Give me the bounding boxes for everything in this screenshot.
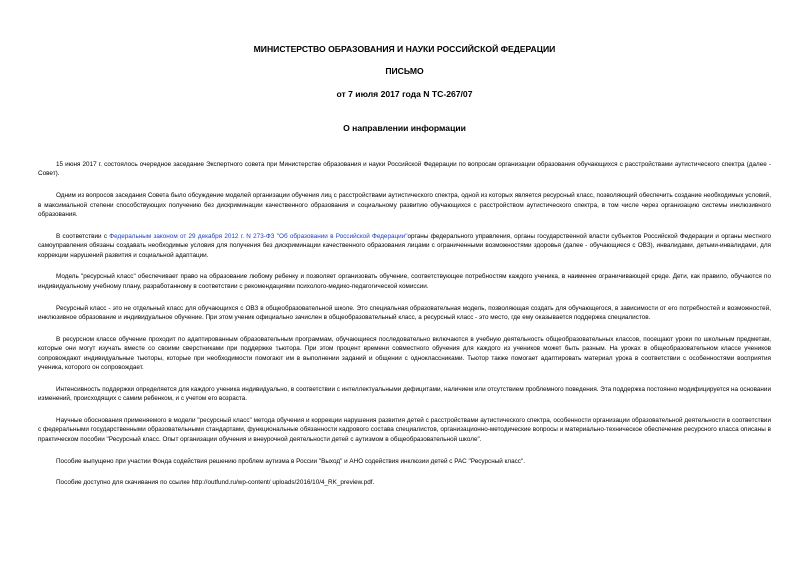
subject-heading: О направлении информации xyxy=(343,123,466,133)
federal-law-link[interactable]: Федеральным законом от 29 декабря 2012 г. N 273-ФЗ xyxy=(109,232,275,240)
paragraph-adapted-programs: В ресурсном классе обучение проходит по адаптированным образовательным программам, обучающиеся последовательно включаются в учебную деятельность общеобразовательных классов, посещают уроки по школьным предметам, которые они могут изучать вместе со своими сверстниками при поддержке тьютора. При этом процент времени совместного обучения для каждого из учеников может быть разным. На уроках в общеобразовательном классе учеников сопровождают индивидуальные тьюторы, которые при необходимости помогают им в выполнении заданий и общении с одноклассниками. Тьютор также помогает адаптировать материал урока в соответствии с особенностями восприятия ученика, которого он сопровождает. xyxy=(38,335,771,372)
ministry-heading: МИНИСТЕРСТВО ОБРАЗОВАНИЯ И НАУКИ РОССИЙСКОЙ ФЕДЕРАЦИИ xyxy=(253,44,556,54)
paragraph-federal-law xyxy=(38,232,771,260)
law-text-after: органы федерального управления, органы государственной власти субъектов Российской Федерации и органы местного самоуправления обязаны создавать необходимые условия для получения без дискриминации качественного образования лицами с ограниченными возможностями здоровья (далее - обучающиеся с ОВЗ), инвалидами, детьми-инвалидами, для коррекции нарушений развития и социальной адаптации. xyxy=(38,232,772,259)
paragraph-manual-publishers: Пособие выпущено при участии Фонда содействия решению проблем аутизма в России "Выход" и АНО содействия инклюзии детей с РАС "Ресурсный класс". xyxy=(56,457,525,465)
paragraph-download-link: Пособие доступно для скачивания по ссылке http://outfund.ru/wp-content/ uploads/2016/10/4_RK_preview.pdf. xyxy=(56,479,375,487)
paragraph-resource-class-definition: Ресурсный класс - это не отдельный класс для обучающихся с ОВЗ в общеобразовательной школе. Это специальная образовательная модель, позволяющая создать для обучающегося, в зависимости от его потребностей и возможностей, инклюзивное образование и индивидуальное обучение. При этом ученик официально зачислен в общеобразовательный класс, а ресурсный класс - это место, где ему оказывается поддержка специалистов. xyxy=(38,304,771,322)
paragraph-support-intensity: Интенсивность поддержки определяется для каждого ученика индивидуально, в соответствии с интеллектуальными дефицитами, наличием или отсутствием проблемного поведения. Эта поддержка постоянно модифицируется на основании изменений, происходящих с самим ребенком, и с учетом его возраста. xyxy=(38,385,771,403)
date-number-heading: от 7 июля 2017 года N ТС-267/07 xyxy=(336,89,473,99)
paragraph-council-discussion: Одним из вопросов заседания Совета было обсуждение моделей организации обучения лиц с расстройствами аутистического спектра, одной из которых является ресурсный класс, позволяющий обеспечить создание необходимых условий, в максимальной степени способствующих получению без дискриминации качественного образования и социальному развитию обучающихся с расстройством аутистического спектра, в том числе через организацию системы инклюзивного образования. xyxy=(38,192,771,219)
law-text-before: В соответствии с xyxy=(56,232,110,240)
paragraph-meeting: 15 июня 2017 г. состоялось очередное заседание Экспертного совета при Министерстве образования и науки Российской Федерации по вопросам организации образования обучающихся с расстройствами аутистического спектра (далее - Совет). xyxy=(38,161,771,178)
law-title-link[interactable]: "Об образовании в Российской Федерации" xyxy=(276,232,408,240)
letter-body xyxy=(38,160,771,488)
paragraph-scientific-basis: Научные обоснования применяемого в модели "ресурсный класс" метода обучения и коррекции нарушения развития детей с расстройствами аутистического спектра, особенности организации образовательной деятельности в соответствии с федеральными государственными образовательными стандартами, функциональные обязанности кадрового состава специалистов, организационно-методические вопросы и материально-техническое обеспечение ресурсного класса описаны в практическом пособии "Ресурсный класс. Опыт организации обучения и внеурочной деятельности детей с аутизмом в общеобразовательной школе". xyxy=(38,417,771,443)
paragraph-resource-class-model: Модель "ресурсный класс" обеспечивает право на образование любому ребенку и позволяет организовать обучение, соответствующее потребностям каждого ученика, в наименее ограничивающей среде. Дети, как правило, обучаются по индивидуальному учебному плану, разработанному в соответствии с рекомендациями психолого-медико-педагогической комиссии. xyxy=(38,273,771,290)
document-type-heading: ПИСЬМО xyxy=(385,66,424,76)
